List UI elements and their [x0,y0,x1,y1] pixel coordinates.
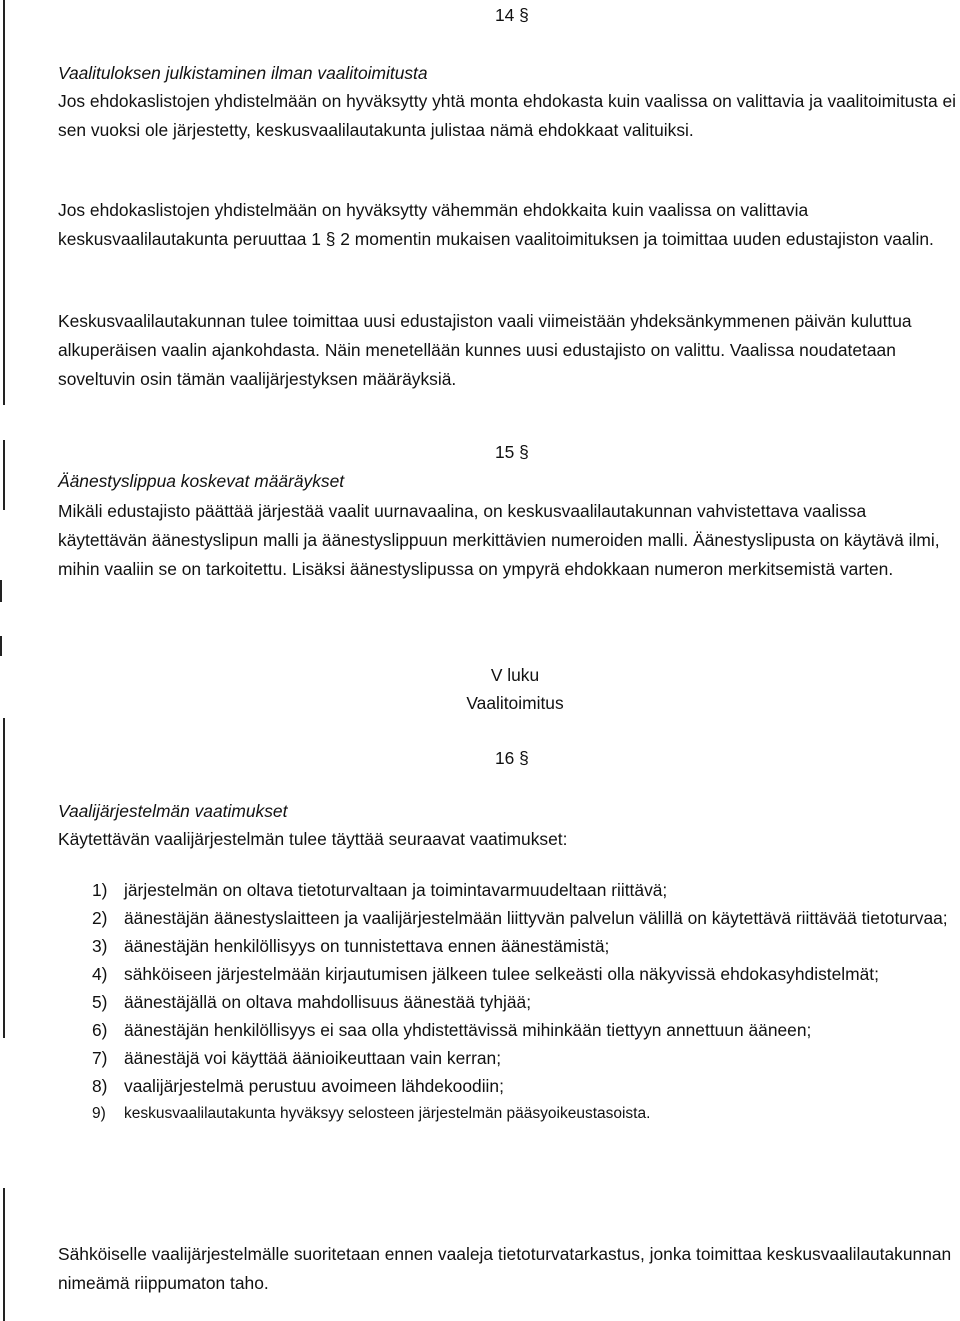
paragraph: Jos ehdokaslistojen yhdistelmään on hyväksytty yhtä monta ehdokasta kuin vaalissa on valittavia ja vaalitoimitusta ei sen vuoksi ole järjestetty, keskusvaalilautakunta julistaa nämä ehdokkaat valituiksi. [58,91,957,140]
section-heading: Vaalituloksen julkistaminen ilman vaalitoimitusta [58,63,428,83]
section-number: 15 § [495,442,529,462]
list-item: 6) äänestäjän henkilöllisyys ei saa olla yhdistettävissä mihinkään tiettyyn annettuun ääneen; [92,1020,812,1040]
chapter-number: V luku [490,665,540,685]
section-heading: Äänestyslippua koskevat määräykset [58,471,345,491]
revision-bar [3,0,5,405]
list-item: 7) äänestäjä voi käyttää äänioikeuttaan vain kerran; [92,1048,502,1068]
paragraph: Keskusvaalilautakunnan tulee toimittaa uusi edustajiston vaali viimeistään yhdeksänkymmenen päivän kuluttua alkuperäisen vaalin ajankohdasta. Näin menetellään kunnes uusi edustajisto on valittu. Vaalissa noudatetaan soveltuvin osin tämän vaalijärjestyksen määräyksiä. [58,311,912,389]
paragraph: Jos ehdokaslistojen yhdistelmään on hyväksytty vähemmän ehdokkaita kuin vaalissa on valittavia keskusvaalilautakunta peruuttaa 1 § 2 momentin mukaisen vaalitoimituksen ja toimittaa uuden edustajiston vaalin. [58,200,934,249]
section-number: 14 § [495,5,529,25]
change-mark [0,580,2,602]
section-number: 16 § [495,748,529,768]
list-item: 9) keskusvaalilautakunta hyväksyy selosteen järjestelmän pääsyoikeustasoista. [92,1105,651,1122]
requirements-list [92,876,952,1128]
list-item: 8) vaalijärjestelmä perustuu avoimeen lähdekoodiin; [92,1076,504,1096]
list-item: 1) järjestelmän on oltava tietoturvaltaan ja toimintavarmuudeltaan riittävä; [92,880,668,900]
section-heading: Vaalijärjestelmän vaatimukset [58,801,288,821]
paragraph: Mikäli edustajisto päättää järjestää vaalit uurnavaalina, on keskusvaalilautakunnan vahvistettava vaalissa käytettävän äänestyslipun malli ja äänestyslippuun merkittävien numeroiden malli. Äänestyslipusta on käytävä ilmi, mihin vaaliin se on tarkoitettu. Lisäksi äänestyslipussa on ympyrä ehdokkaan numeron merkitsemistä varten. [58,501,940,579]
revision-bar [3,1188,5,1321]
chapter-title: Vaalitoimitus [466,693,564,713]
list-item: 4) sähköiseen järjestelmään kirjautumisen jälkeen tulee selkeästi olla näkyvissä ehdokasyhdistelmät; [92,964,879,984]
list-item: 2) äänestäjän äänestyslaitteen ja vaalijärjestelmään liittyvän palvelun välillä on käytettävä riittävää tietoturvaa; [92,908,948,928]
list-item: 3) äänestäjän henkilöllisyys on tunnistettava ennen äänestämistä; [92,936,610,956]
change-mark [0,636,2,656]
revision-bar [3,718,5,1038]
list-item: 5) äänestäjällä on oltava mahdollisuus äänestää tyhjää; [92,992,532,1012]
paragraph: Käytettävän vaalijärjestelmän tulee täyttää seuraavat vaatimukset: [58,829,568,849]
revision-bar [3,440,5,510]
paragraph: Sähköiselle vaalijärjestelmälle suoritetaan ennen vaaleja tietoturvatarkastus, jonka toimittaa keskusvaalilautakunnan nimeämä riippumaton taho. [58,1244,952,1293]
